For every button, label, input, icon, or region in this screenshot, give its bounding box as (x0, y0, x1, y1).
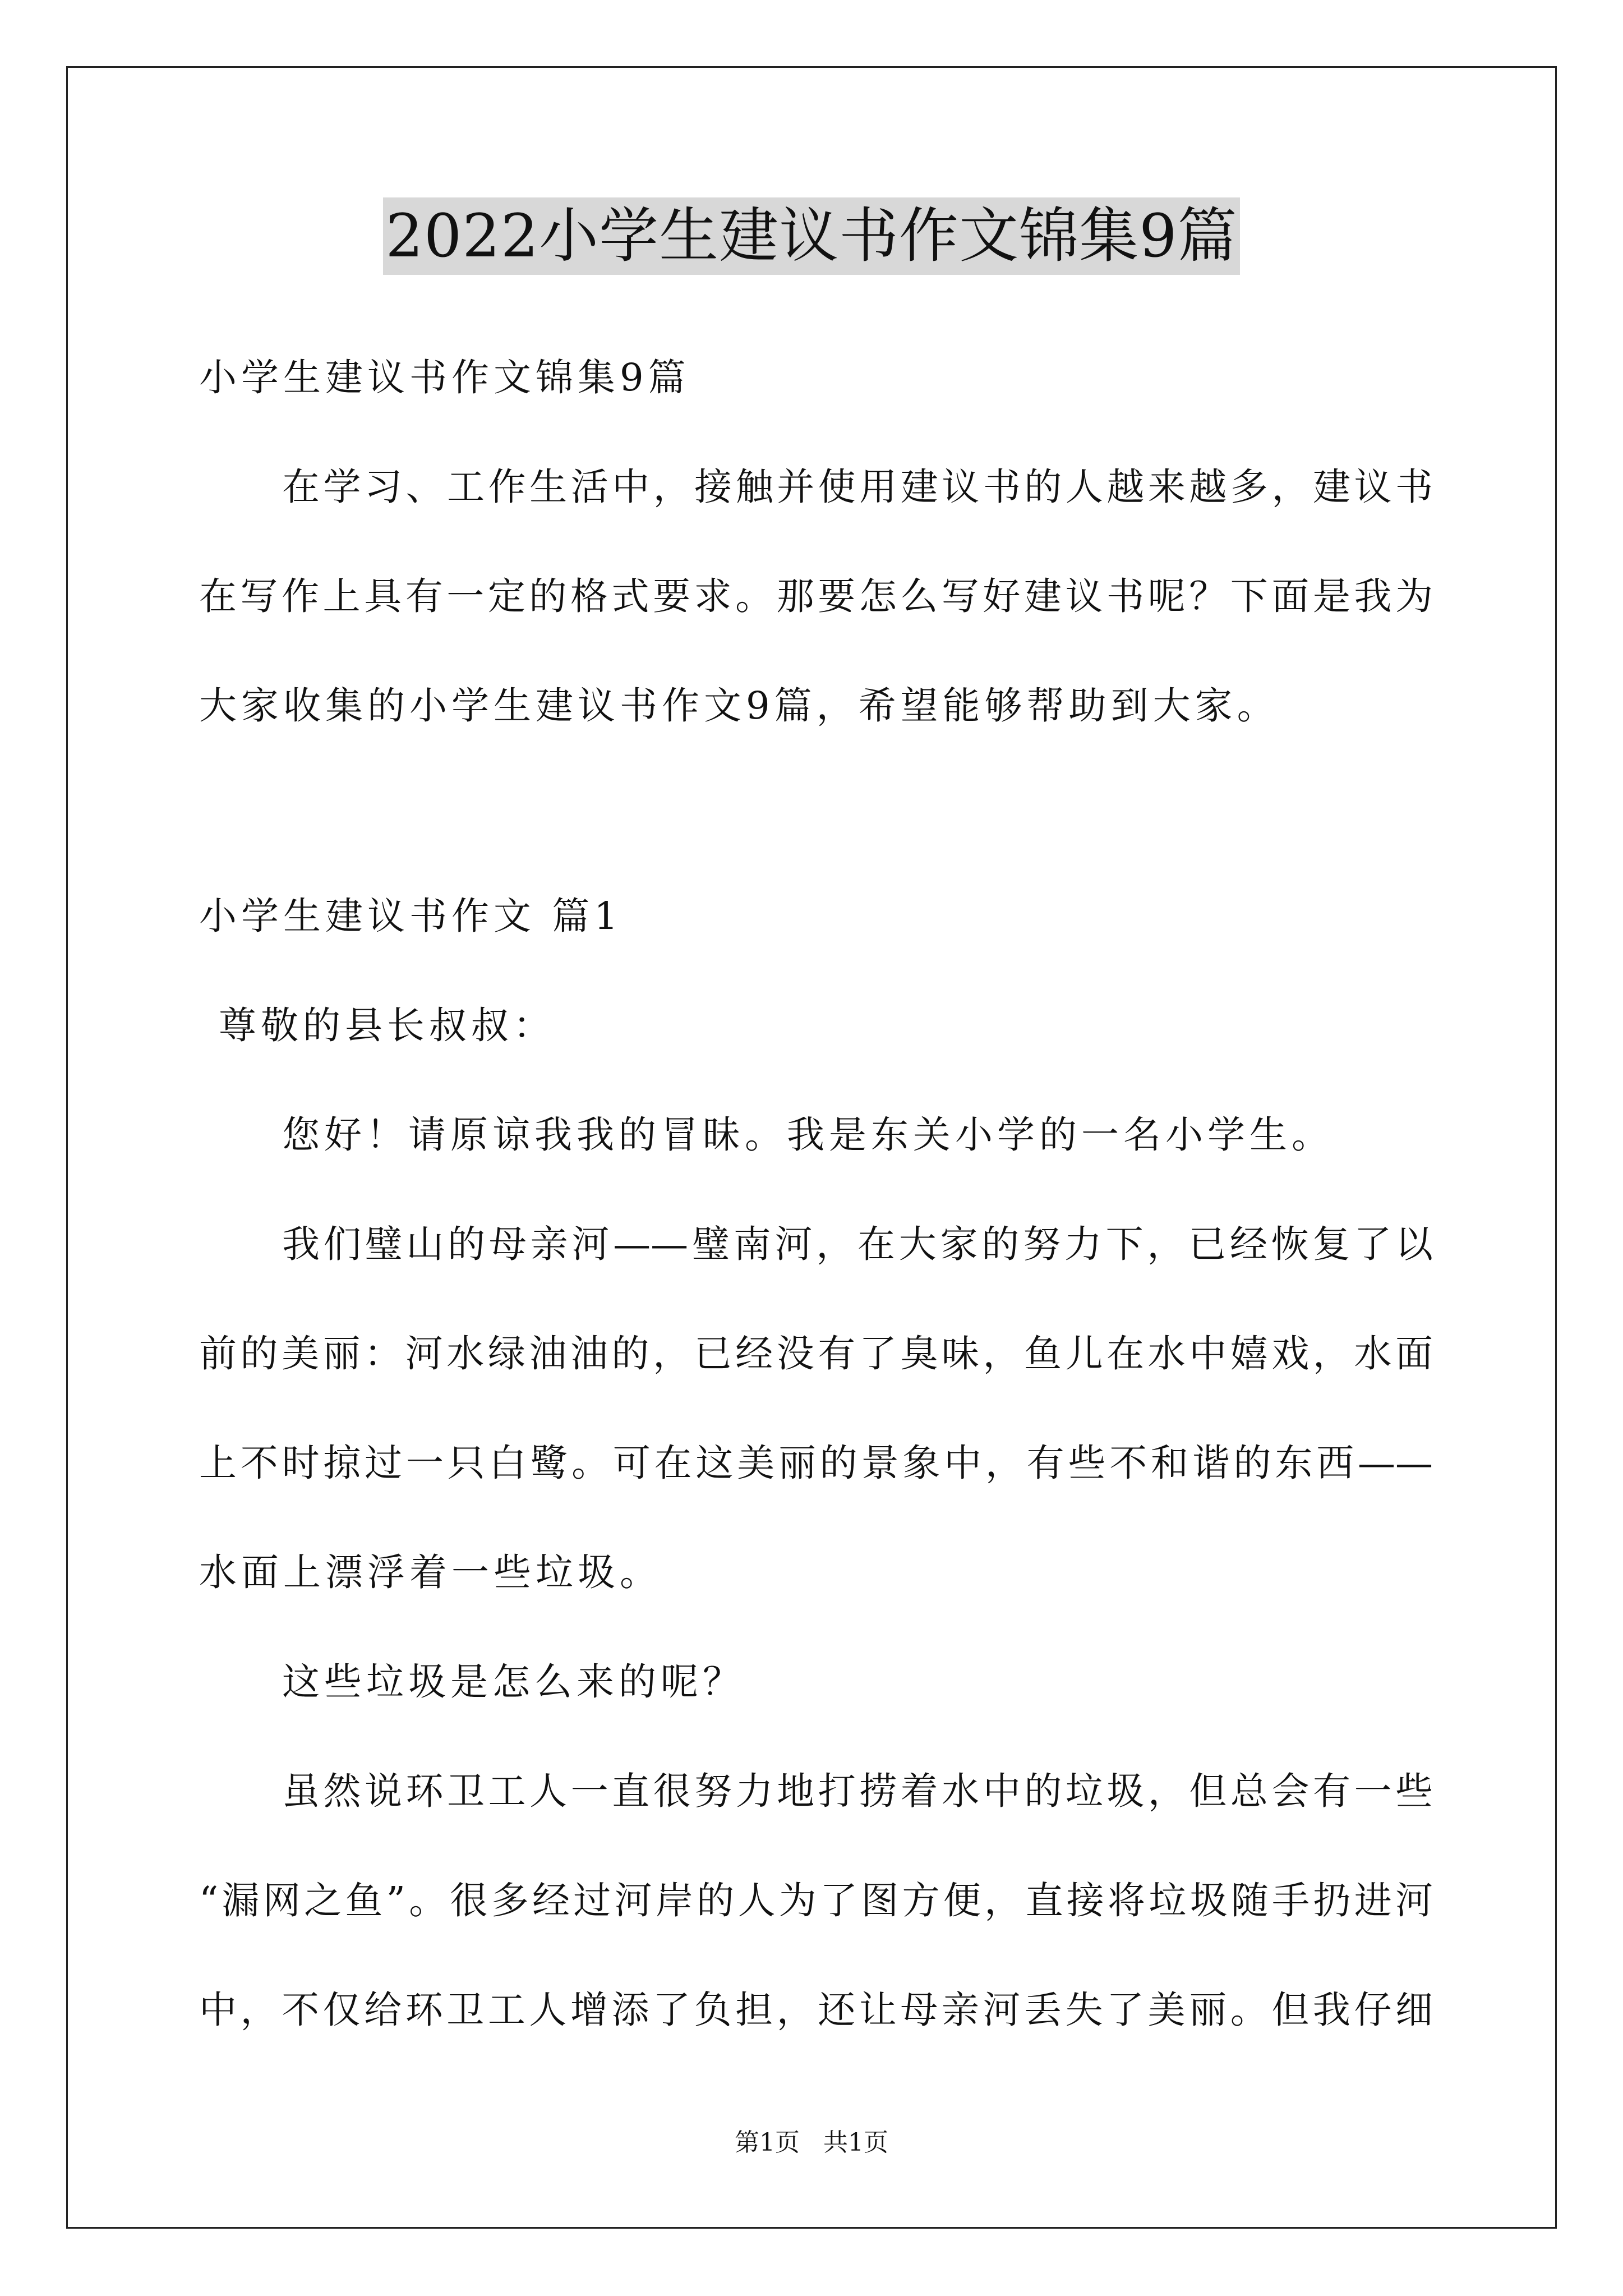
intro-line-1: 在学习、工作生活中，接触并使用建议书的人越来越多，建议书 (282, 465, 1433, 509)
body-line-8: “漏网之鱼”。很多经过河岸的人为了图方便，直接将垃圾随手扔进河 (199, 1879, 1433, 1922)
page-number-current: 第1页 (735, 2128, 800, 2157)
salutation: 尊敬的县长叔叔： (219, 1004, 555, 1047)
body-line-1: 您好！请原谅我我的冒昧。我是东关小学的一名小学生。 (282, 1113, 1334, 1157)
intro-line-3: 大家收集的小学生建议书作文9篇，希望能够帮助到大家。 (199, 684, 1279, 728)
body-line-3: 前的美丽：河水绿油油的，已经没有了臭味，鱼儿在水中嬉戏，水面 (199, 1332, 1433, 1375)
page-footer (0, 2126, 1623, 2160)
body-line-6: 这些垃圾是怎么来的呢？ (282, 1660, 745, 1704)
section-heading: 小学生建议书作文 篇1 (199, 894, 623, 938)
intro-line-2: 在写作上具有一定的格式要求。那要怎么写好建议书呢？下面是我为 (199, 574, 1433, 618)
document-title: 2022小学生建议书作文锦集9篇 (383, 197, 1239, 275)
body-line-7: 虽然说环卫工人一直很努力地打捞着水中的垃圾，但总会有一些 (282, 1769, 1433, 1813)
body-line-4: 上不时掠过一只白鹭。可在这美丽的景象中，有些不和谐的东西—— (199, 1441, 1433, 1485)
body-line-9: 中，不仅给环卫工人增添了负担，还让母亲河丢失了美丽。但我仔细 (199, 1988, 1433, 2032)
body-line-2: 我们璧山的母亲河——璧南河，在大家的努力下，已经恢复了以 (282, 1222, 1433, 1266)
document-subtitle: 小学生建议书作文锦集9篇 (199, 356, 690, 399)
page-number-total: 共1页 (823, 2128, 888, 2157)
document-title-block (0, 197, 1623, 275)
body-line-5: 水面上漂浮着一些垃圾。 (199, 1550, 662, 1594)
